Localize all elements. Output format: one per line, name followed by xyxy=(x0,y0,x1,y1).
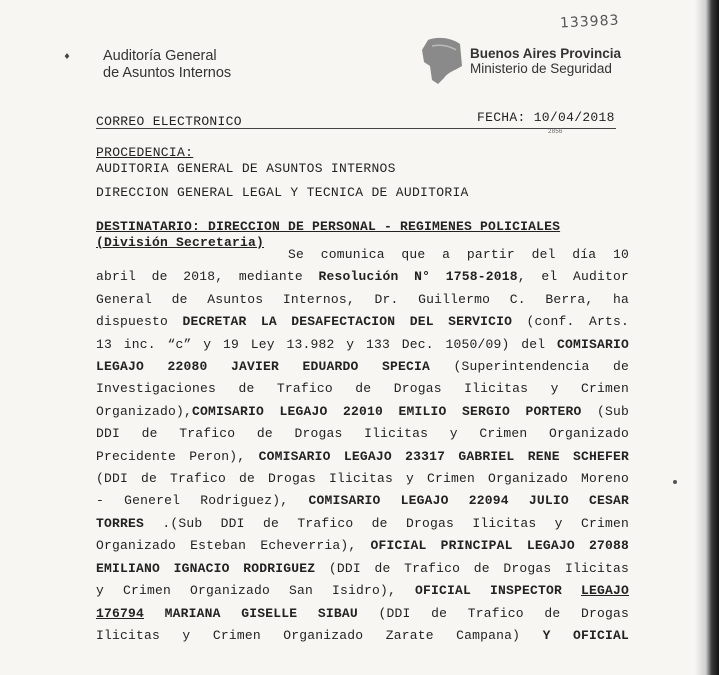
body-line: Investigaciones de Trafico de Drogas Ilicitas y Crimen xyxy=(96,381,629,397)
body-text xyxy=(96,244,629,647)
body-line: y Crimen Organizado San Isidro), OFICIAL INSPECTOR LEGAJO xyxy=(96,583,629,599)
procedencia-line: DIRECCION GENERAL LEGAL Y TECNICA DE AUDITORIA xyxy=(96,185,469,200)
body-line: EMILIANO IGNACIO RODRIGUEZ (DDI de Trafico de Drogas Ilicitas xyxy=(96,560,629,576)
body-line: Precidente Peron), COMISARIO LEGAJO 23317 GABRIEL RENE SCHEFER xyxy=(96,448,629,464)
header-rule xyxy=(96,128,616,129)
org-right-line: Buenos Aires Provincia xyxy=(470,46,622,61)
body-line: DDI de Trafico de Drogas Ilicitas y Crimen Organizado xyxy=(96,426,629,442)
body-line: dispuesto DECRETAR LA DESAFECTACION DEL SERVICIO (conf. Arts. xyxy=(96,314,629,330)
procedencia-label: PROCEDENCIA: xyxy=(96,145,194,160)
body-line: LEGAJO 22080 JAVIER EDUARDO SPECIA (Superintendencia de xyxy=(96,359,630,375)
small-note: 2856 xyxy=(548,128,563,135)
body-line: 13 inc. “c” y 19 Ley 13.982 y 133 Dec. 1050/09) del COMISARIO xyxy=(96,336,629,352)
scan-speck xyxy=(673,480,677,484)
body-line: General de Asuntos Internos, Dr. Guillermo C. Berra, ha xyxy=(96,291,629,307)
org-left-line: de Asuntos Internos xyxy=(103,65,232,81)
destinatario-line: DESTINATARIO: DIRECCION DE PERSONAL - REGIMENES POLICIALES xyxy=(96,219,561,234)
body-line: TORRES .(Sub DDI de Trafico de Drogas Ilicitas y Crimen xyxy=(96,515,629,531)
document-type: CORREO ELECTRONICO xyxy=(96,114,242,129)
scan-page-edge xyxy=(695,0,719,675)
org-left-block xyxy=(103,48,231,82)
procedencia-block xyxy=(96,145,469,201)
org-right-block xyxy=(470,46,621,76)
body-line: (DDI de Trafico de Drogas Ilicitas y Crimen Organizado Moreno xyxy=(96,471,629,487)
body-line: abril de 2018, mediante Resolución N° 1758-2018, el Auditor xyxy=(96,269,630,285)
margin-mark: ♦ xyxy=(64,52,71,63)
handwritten-file-number: 133983 xyxy=(559,12,620,32)
body-line: - Generel Rodriguez), COMISARIO LEGAJO 22094 JULIO CESAR xyxy=(96,493,630,509)
org-right-line: Ministerio de Seguridad xyxy=(470,61,612,76)
document-date: FECHA: 10/04/2018 xyxy=(477,110,615,125)
destinatario-line: (División Secretaria) xyxy=(96,235,265,250)
province-logo-icon xyxy=(418,36,464,86)
body-line: 176794 MARIANA GISELLE SIBAU (DDI de Trafico de Drogas xyxy=(96,605,629,621)
org-left-line: Auditoría General xyxy=(103,48,217,64)
procedencia-line: AUDITORIA GENERAL DE ASUNTOS INTERNOS xyxy=(96,161,396,176)
body-line: Ilicitas y Crimen Organizado Zarate Campana) Y OFICIAL xyxy=(96,627,629,643)
body-line: Organizado Esteban Echeverria), OFICIAL PRINCIPAL LEGAJO 27088 xyxy=(96,538,629,554)
body-line: Organizado),COMISARIO LEGAJO 22010 EMILIO SERGIO PORTERO (Sub xyxy=(96,403,629,419)
body-line: Se comunica que a partir del día 10 xyxy=(288,247,629,262)
